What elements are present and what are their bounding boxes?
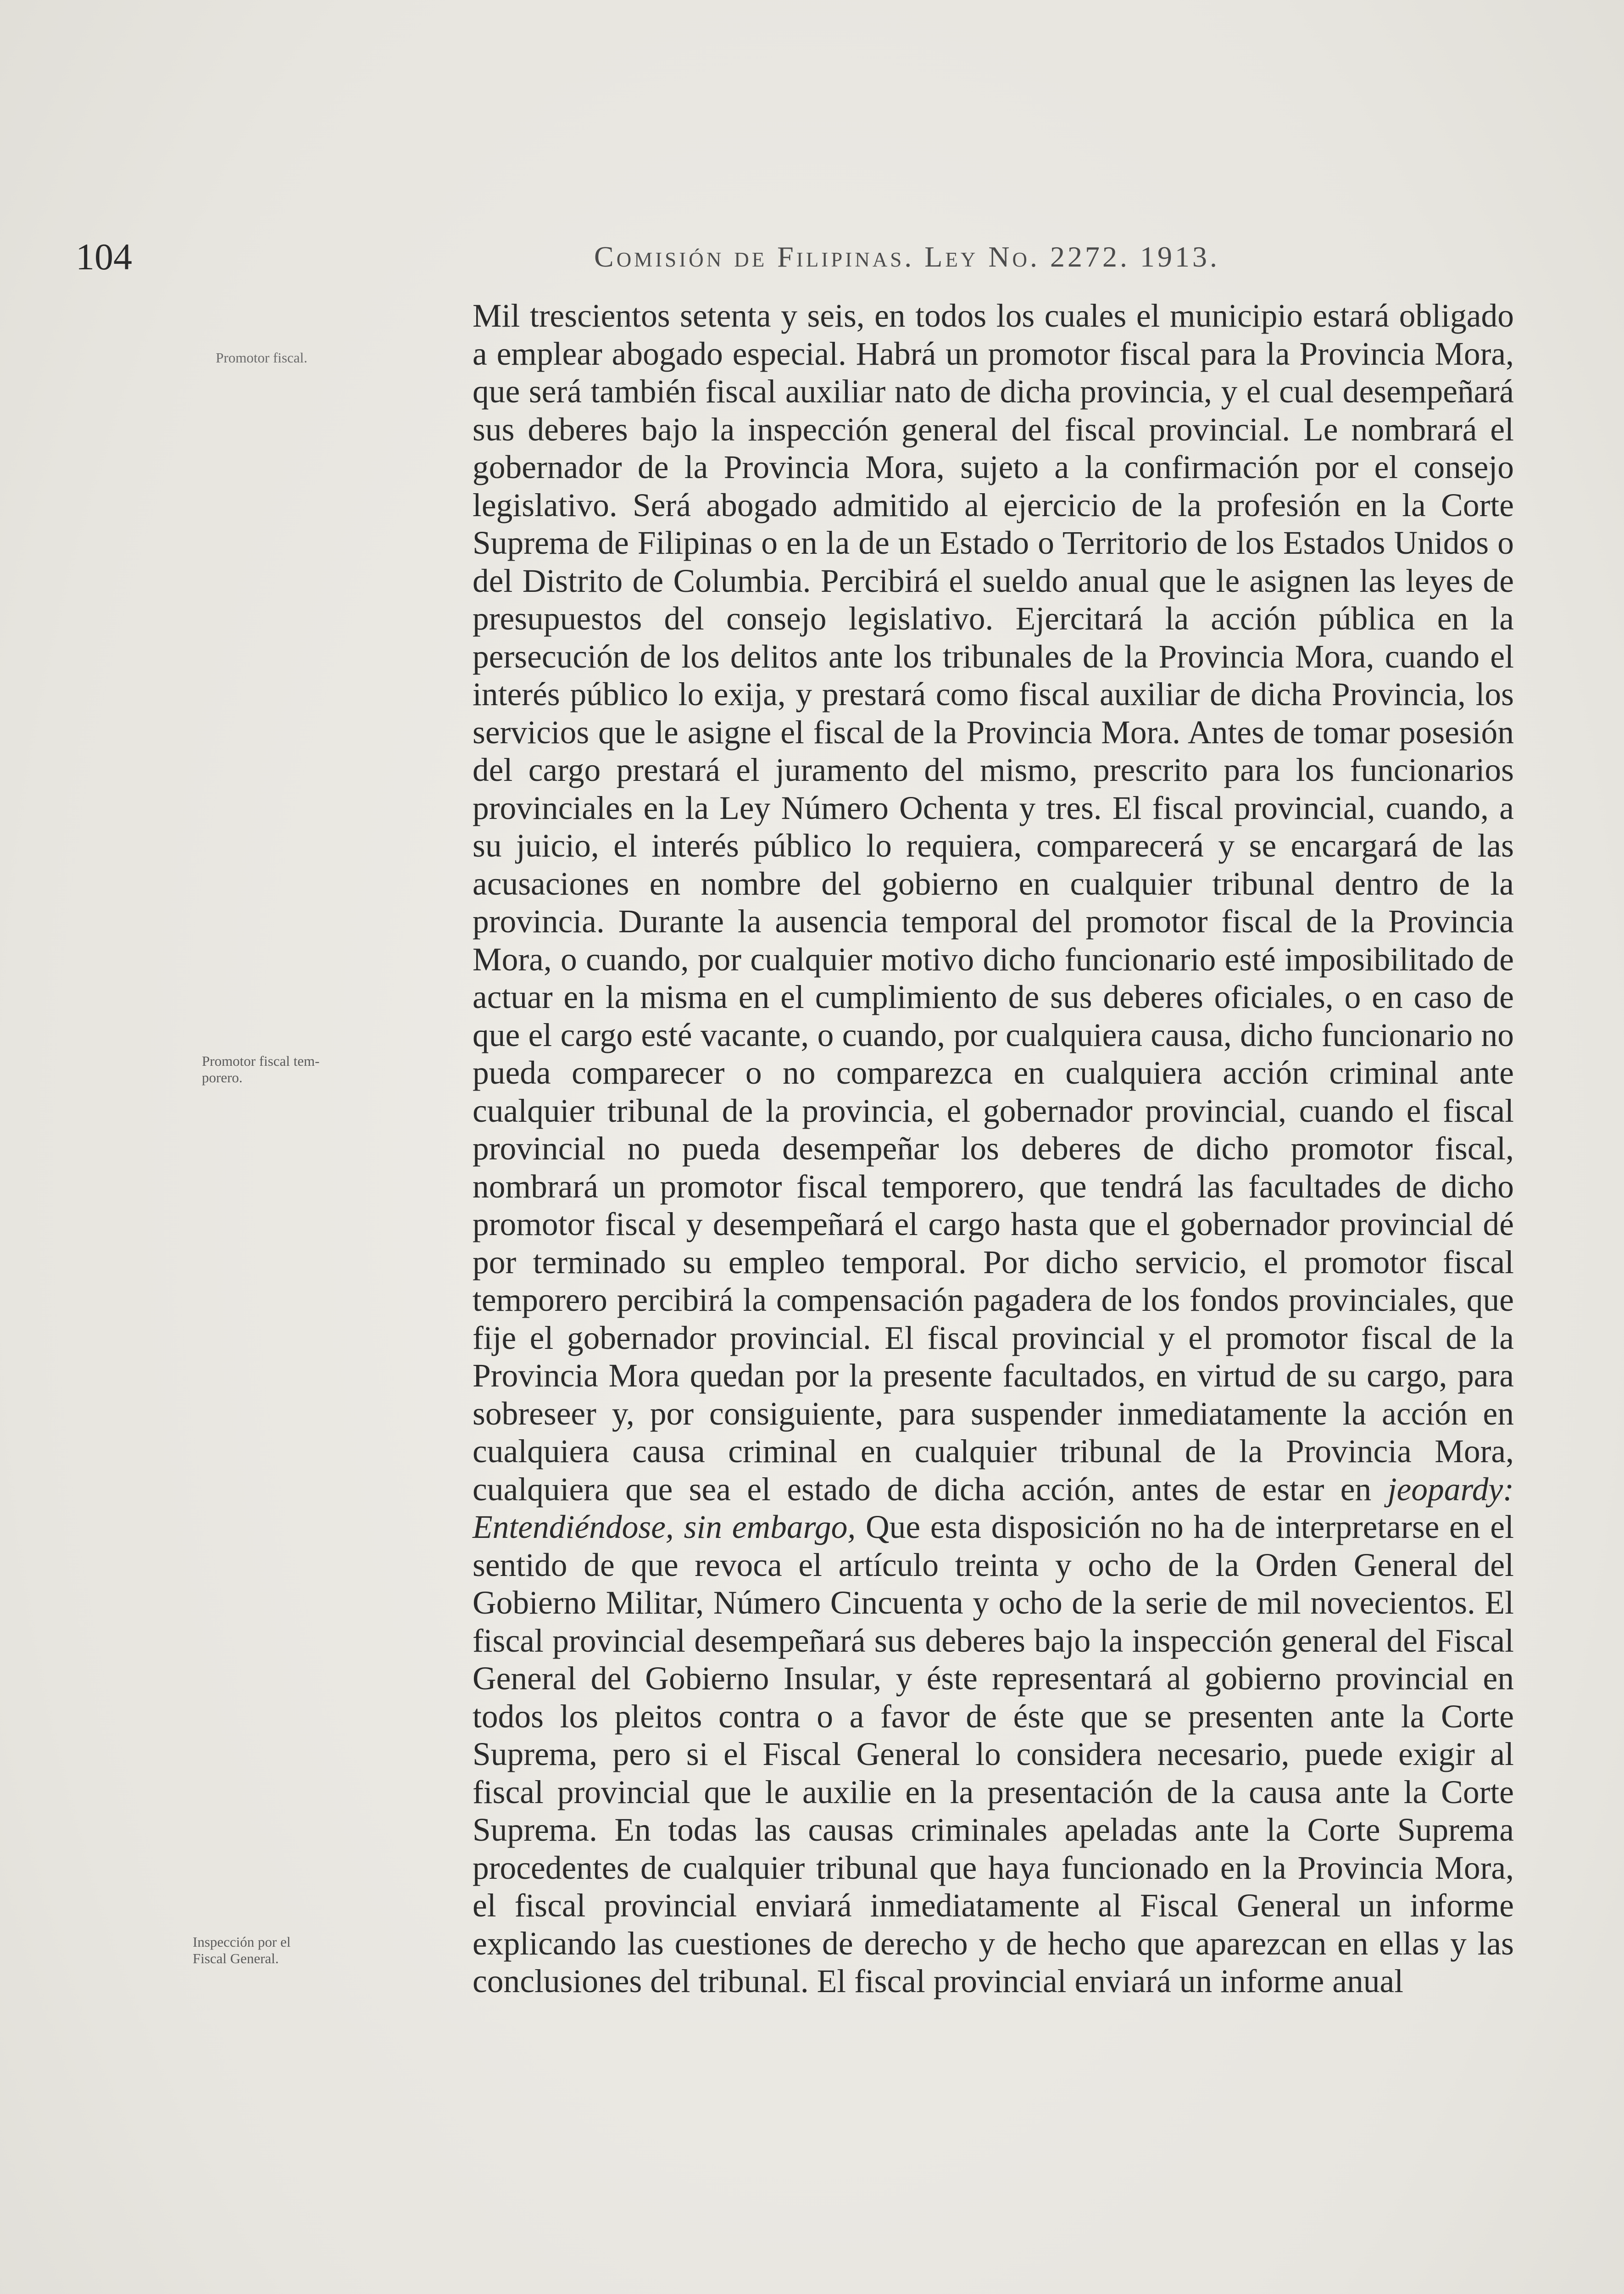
sidenote-promotor-temporero bbox=[202, 1053, 463, 1086]
sidenote-promotor-fiscal: Promotor fiscal. bbox=[216, 350, 307, 366]
sidenote-line: Fiscal General. bbox=[193, 1950, 279, 1966]
sidenote-line: Inspección por el bbox=[193, 1934, 291, 1950]
sidenote-inspeccion bbox=[193, 1934, 468, 1967]
sidenote-line: Promotor fiscal tem- bbox=[202, 1053, 320, 1069]
body-paragraph bbox=[473, 297, 1514, 2001]
body-text-main: Mil trescientos setenta y seis, en todos los cuales el municipio estará obligado a emplear abogado especial. Habrá un promotor fiscal para la Provincia Mora, que será también fiscal auxiliar nato de dicha provincia, y el cual desempeñará sus deberes bajo la inspección general del fiscal provincial. Le nombrará el gobernador de la Provincia Mora, sujeto a la confirmación por el consejo legislativo. Será abogado admitido al ejercicio de la profesión en la Corte Suprema de Filipinas o en la de un Estado o Territorio de los Estados Unidos o del Distrito de Columbia. Percibirá el sueldo anual que le asignen las leyes de presupuestos del consejo legislativo. Ejercitará la acción pública en la persecución de los delitos ante los tribunales de la Provincia Mora, cuando el interés público lo exija, y prestará como fiscal auxiliar de dicha Provincia, los servicios que le asigne el fiscal de la Provincia Mora. Antes de tomar posesión del cargo prestará el juramento del mismo, prescrito para los funcionarios provinciales en la Ley Número Ochenta y tres. El fiscal provincial, cuando, a su juicio, el interés público lo requiera, comparecerá y se encargará de las acusaciones en nombre del gobierno en cualquier tribunal dentro de la provincia. Durante la ausencia temporal del promotor fiscal de la Provincia Mora, o cuando, por cualquier motivo dicho funcionario esté imposibilitado de actuar en la misma en el cumplimiento de sus deberes oficiales, o en caso de que el cargo esté vacante, o cuando, por cualquiera causa, dicho funcionario no pueda comparecer o no comparezca en cualquiera acción criminal ante cualquier tribunal de la provincia, el gobernador provincial, cuando el fiscal provincial no pueda desempeñar los deberes de dicho promotor fiscal, nombrará un promotor fiscal temporero, que tendrá las facultades de dicho promotor fiscal y desempeñará el cargo hasta que el gobernador provincial dé por terminado su empleo temporal. Por dicho servicio, el promotor fiscal temporero percibirá la compensación pagadera de los fondos provinciales, que fije el gobernador provincial. El fiscal provincial y el promotor fiscal de la Provincia Mora quedan por la presente facultados, en virtud de su cargo, para sobreseer y, por consiguiente, para suspender inmediatamente la acción en cualquiera causa criminal en cualquier tribunal de la Provincia Mora, cualquiera que sea el estado de dicha acción, antes de estar en bbox=[473, 298, 1514, 1508]
body-text-continued: Que esta disposición no ha de interpretarse en el sentido de que revoca el artículo treinta y ocho de la Orden General del Gobierno Militar, Número Cincuenta y ocho de la serie de mil novecientos. El fiscal provincial desempeñará sus deberes bajo la inspección general del Fiscal General del Gobierno Insular, y éste representará al gobierno provincial en todos los pleitos contra o a favor de éste que se presenten ante la Corte Suprema, pero si el Fiscal General lo considera necesario, puede exigir al fiscal provincial que le auxilie en la presentación de la causa ante la Corte Suprema. En todas las causas criminales apeladas ante la Corte Suprema procedentes de cualquier tribunal que haya funcionado en la Provincia Mora, el fiscal provincial enviará inmediatamente al Fiscal General un informe explicando las cuestiones de derecho y de hecho que aparezcan en ellas y las conclusiones del tribunal. El fiscal provincial enviará un informe anual bbox=[473, 1509, 1514, 1999]
body-text bbox=[473, 297, 1514, 2001]
sidenote-line: porero. bbox=[202, 1069, 243, 1086]
italic-phrase: jeopardy: Entendiéndose, sin embargo, bbox=[473, 1471, 1514, 1545]
page-header bbox=[76, 232, 1452, 282]
running-head: Comisión de Filipinas. Ley No. 2272. 1913. bbox=[594, 240, 1220, 273]
page-number: 104 bbox=[76, 236, 132, 278]
